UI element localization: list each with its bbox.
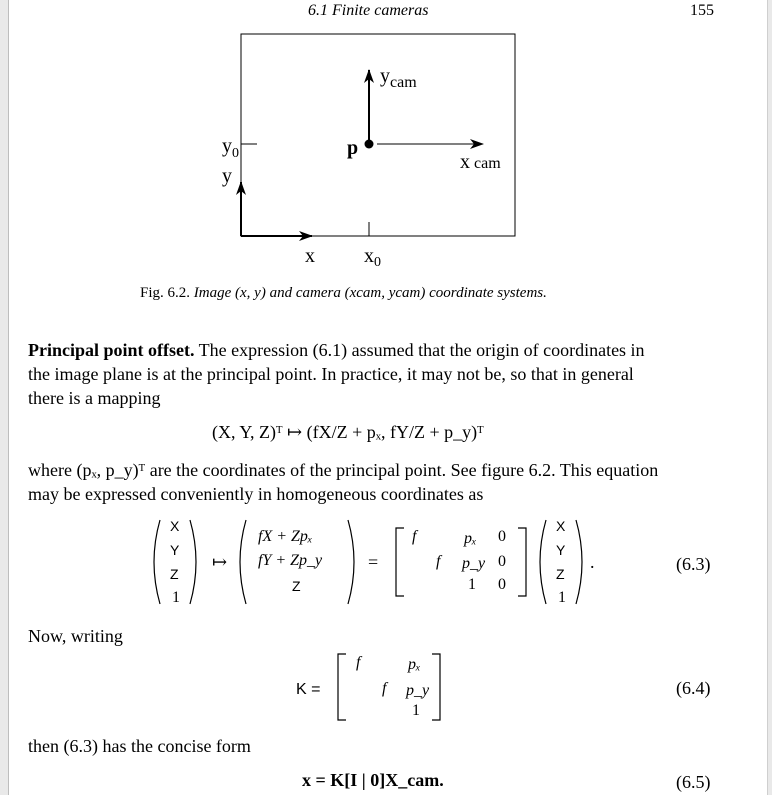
y-label: y xyxy=(222,165,232,187)
right-vec-open-paren xyxy=(540,520,546,604)
para2-line1: where (pₓ, p_y)ᵀ are the coordinates of the principal point. See figure 6.2. This equation xyxy=(28,460,659,480)
para2-line2: may be expressed conveniently in homogeneous coordinates as xyxy=(28,484,484,504)
right-vec-z: Z xyxy=(556,566,565,582)
eq64-m23: p_y xyxy=(406,682,430,699)
then-text: then (6.3) has the concise form xyxy=(28,736,251,756)
left-vec-1: 1 xyxy=(172,589,180,606)
eq63-m11: f xyxy=(412,528,417,545)
mid-vec-row2: fY + Zp_y xyxy=(258,552,323,569)
left-vec-x: X xyxy=(170,518,180,534)
run-in-heading: Principal point offset. xyxy=(28,340,195,360)
caption-number: Fig. 6.2. xyxy=(140,285,191,301)
right-vec-close-paren xyxy=(576,520,582,604)
left-vec-close-paren xyxy=(190,520,196,604)
mid-vec-row1: fX + Zpₓ xyxy=(258,528,313,545)
eq63-matrix-open-bracket xyxy=(396,528,404,596)
caption-math-b: (xcam, ycam) xyxy=(344,285,426,301)
eq63-m13: pₓ xyxy=(464,530,477,547)
x0-label: $x_0$ xyxy=(364,245,381,270)
eq64-m22: f xyxy=(382,680,387,697)
eq63-m22: f xyxy=(436,553,441,570)
para1-line2: the image plane is at the principal point. In practice, it may not be, so that in general xyxy=(28,364,634,384)
eq63-period: . xyxy=(590,552,595,572)
ycam-label: $y_{cam}$ xyxy=(380,65,417,91)
caption-text-b: and camera xyxy=(265,285,345,301)
y0-label: $y_0$ xyxy=(222,135,239,161)
eq63-m23: p_y xyxy=(462,555,486,572)
eq63-m24: 0 xyxy=(498,553,506,570)
mid-vec-open-paren xyxy=(240,520,246,604)
xcam-label: x cam xyxy=(460,151,501,173)
mid-vec-close-paren xyxy=(348,520,354,604)
eq63-m34: 0 xyxy=(498,576,506,593)
caption-math-a: (x, y) xyxy=(235,285,266,301)
eq65: x = K[I | 0]X_cam. xyxy=(302,770,444,790)
maps-to-symbol: ↦ xyxy=(212,552,228,572)
eq63-matrix-close-bracket xyxy=(518,528,526,596)
right-vec-1: 1 xyxy=(558,589,566,606)
equals-symbol: = xyxy=(368,552,379,572)
eq63-m14: 0 xyxy=(498,528,506,545)
p-label: p xyxy=(347,137,359,159)
eq64-m11: f xyxy=(356,654,361,671)
eq65-label: (6.5) xyxy=(676,772,711,792)
caption-text-a: Image xyxy=(193,285,236,301)
mid-vec-row3: Z xyxy=(292,578,301,594)
para1-line3: there is a mapping xyxy=(28,388,161,408)
eq64-m33: 1 xyxy=(412,702,420,719)
eq64-matrix-open-bracket xyxy=(338,654,346,720)
left-vec-y: Y xyxy=(170,542,180,558)
page-number: 155 xyxy=(690,2,714,19)
mapping-equation: (X, Y, Z)ᵀ ↦ (fX/Z + pₓ, fY/Z + p_y)ᵀ xyxy=(212,422,484,442)
eq64-matrix-close-bracket xyxy=(432,654,440,720)
x-label: x xyxy=(305,245,315,267)
right-vec-x: X xyxy=(556,518,566,534)
eq63-m33: 1 xyxy=(468,576,476,593)
eq64-m13: pₓ xyxy=(408,656,421,673)
now-writing-text: Now, writing xyxy=(28,626,123,646)
para1-line1: The expression (6.1) assumed that the origin of coordinates in xyxy=(194,340,645,360)
left-vec-z: Z xyxy=(170,566,179,582)
eq64-lhs: K = xyxy=(296,681,321,698)
eq63-label: (6.3) xyxy=(676,554,711,574)
right-vec-y: Y xyxy=(556,542,566,558)
eq64-label: (6.4) xyxy=(676,678,711,698)
left-vec-open-paren xyxy=(154,520,160,604)
caption-text-c: coordinate systems. xyxy=(425,285,547,301)
running-head: 6.1 Finite cameras xyxy=(308,2,429,19)
